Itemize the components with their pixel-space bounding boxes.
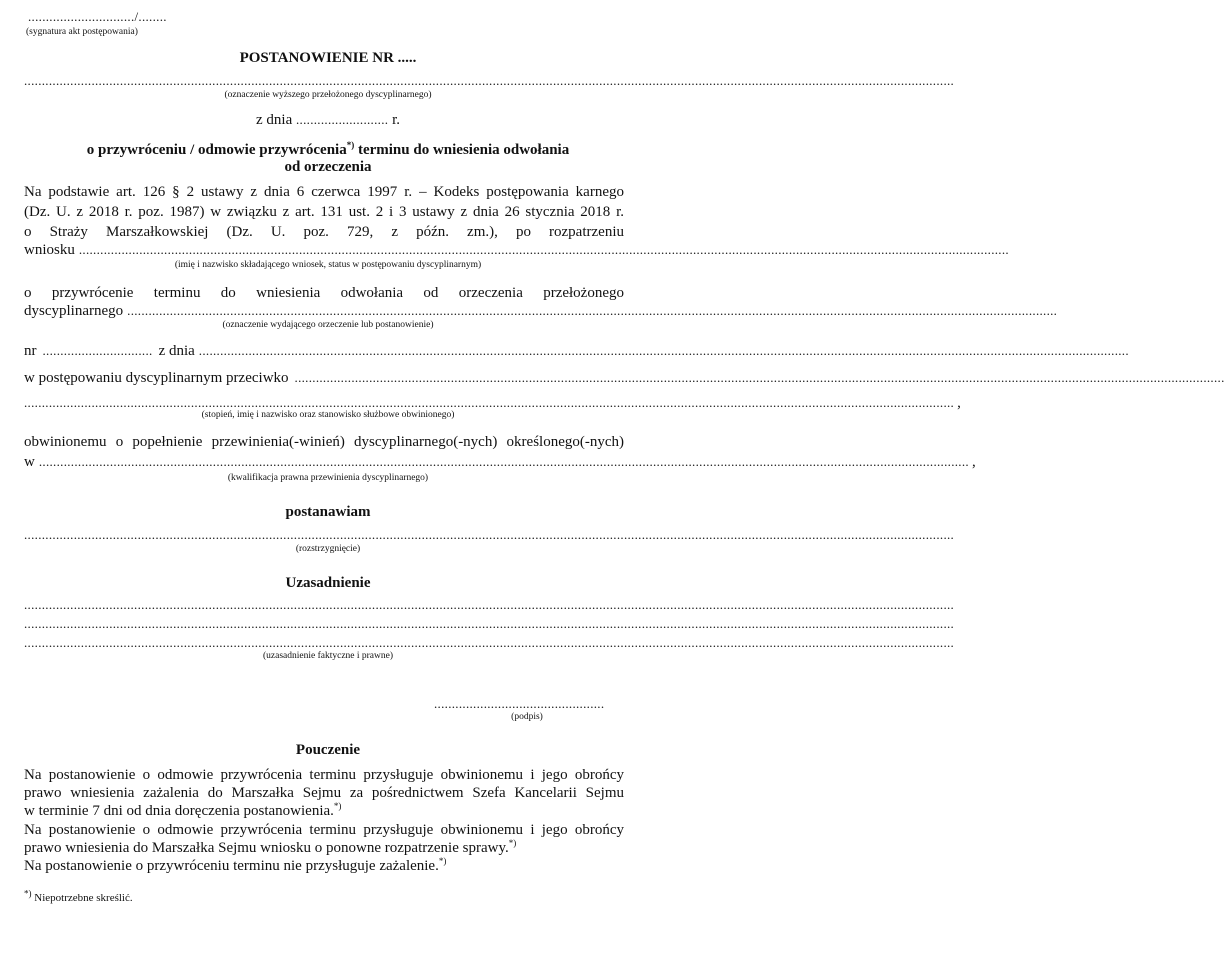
instruction-p1-mark: *) — [333, 801, 342, 811]
charge-line-1: obwinionemu o popełnienie przewinienia(-winień) dyscyplinarnego(-nych) określonego(-nych) — [24, 434, 624, 450]
instruction-p1-line-3 — [24, 803, 341, 820]
request-dots: ...................................................................................................................................................................................................................................................................... — [78, 242, 1009, 257]
date-prefix: z dnia — [256, 112, 293, 128]
charge-line-2 — [24, 454, 976, 471]
justification-dots-1: ...................................................................................................................................................................................................................................................................... — [24, 597, 955, 612]
instruction-p2-line-2 — [24, 840, 516, 857]
instruction-p1-text: w terminie 7 dni od dnia doręczenia postanowienia. — [24, 803, 334, 819]
instruction-p2-line-1: Na postanowienie o odmowie przywrócenia terminu przysługuje obwinionemu i jego obrońcy — [24, 822, 624, 838]
request-label: wniosku — [24, 242, 75, 258]
subject-line-1 — [0, 142, 656, 159]
date-suffix: r. — [392, 112, 400, 128]
justification-caption: (uzasadnienie faktyczne i prawne) — [262, 651, 394, 661]
proceedings-line — [24, 370, 1225, 387]
footnote-text: Niepotrzebne skreślić. — [31, 892, 133, 904]
instruction-p3-mark: *) — [438, 856, 447, 866]
subject-line-2: od orzeczenia — [284, 159, 372, 175]
nr-label: nr — [24, 343, 37, 359]
decision-heading: postanawiam — [285, 504, 371, 520]
instruction-p3-text: Na postanowienie o przywróceniu terminu nie przysługuje zażalenie. — [24, 858, 439, 874]
subject-part-b: terminu do wniesienia odwołania — [354, 142, 570, 158]
justification-heading: Uzasadnienie — [285, 575, 371, 591]
restoration-label: dyscyplinarnego — [24, 303, 124, 319]
restoration-line-2 — [24, 303, 1058, 320]
footnote — [24, 888, 133, 904]
basis-line-1: Na podstawie art. 126 § 2 ustawy z dnia 6 czerwca 1997 r. – Kodeks postępowania karnego — [24, 184, 624, 200]
charge-prefix: w — [24, 454, 35, 470]
justification-dots-2: ...................................................................................................................................................................................................................................................................... — [24, 616, 955, 631]
instruction-p1-line-2: prawo wniesienia zażalenia do Marszałka Sejmu za pośrednictwem Szefa Kancelarii Sejmu — [24, 785, 624, 801]
footnote-mark: *) — [24, 888, 32, 899]
accused-caption: (stopień, imię i nazwisko oraz stanowisko służbowe obwinionego) — [201, 410, 455, 420]
basis-line-2: (Dz. U. z 2018 r. poz. 1987) w związku z art. 131 ust. 2 i 3 ustawy z dnia 26 stycznia 2018 r. — [24, 204, 624, 220]
instruction-p2-text: prawo wniesienia do Marszałka Sejmu wniosku o ponowne rozpatrzenie sprawy. — [24, 840, 509, 856]
signature-caption: (podpis) — [511, 712, 543, 722]
accused-comma: , — [957, 395, 961, 411]
instruction-heading: Pouczenie — [295, 742, 361, 758]
decision-dots: ...................................................................................................................................................................................................................................................................... — [24, 527, 955, 542]
restoration-caption: (oznaczenie wydającego orzeczenie lub postanowienie) — [222, 320, 434, 330]
proceedings-dots: ...................................................................................................................................................................................................................................................................... — [294, 370, 1225, 385]
nr-dots: ............................... — [42, 343, 153, 358]
number-line — [24, 343, 1129, 360]
case-signature-dots: ............................../........ — [28, 9, 167, 24]
superior-dots: ...................................................................................................................................................................................................................................................................... — [24, 73, 955, 88]
superior-caption: (oznaczenie wyższego przełożonego dyscyplinarnego) — [224, 90, 432, 100]
proceedings-label: w postępowaniu dyscyplinarnym przeciwko — [24, 370, 289, 386]
charge-dots: ...................................................................................................................................................................................................................................................................... — [38, 454, 969, 469]
charge-comma: , — [971, 454, 976, 470]
decision-caption: (rozstrzygnięcie) — [295, 544, 361, 554]
decision-date — [0, 112, 656, 129]
nr-date-dots: ...................................................................................................................................................................................................................................................................... — [198, 343, 1129, 358]
basis-line-3: o Straży Marszałkowskiej (Dz. U. poz. 729, z późn. zm.), po rozpatrzeniu — [24, 224, 624, 240]
subject-footnote-mark: *) — [346, 140, 355, 150]
subject-part-a: o przywróceniu / odmowie przywrócenia — [86, 142, 347, 158]
restoration-dots: ...................................................................................................................................................................................................................................................................... — [127, 303, 1058, 318]
instruction-p1-line-1: Na postanowienie o odmowie przywrócenia terminu przysługuje obwinionemu i jego obrońcy — [24, 767, 624, 783]
request-caption: (imię i nazwisko składającego wniosek, status w postępowaniu dyscyplinarnym) — [174, 260, 482, 270]
instruction-p3-line-1 — [24, 858, 446, 875]
case-signature-caption: (sygnatura akt postępowania) — [26, 27, 138, 37]
justification-dots-3: ...................................................................................................................................................................................................................................................................... — [24, 635, 955, 650]
charge-caption: (kwalifikacja prawna przewinienia dyscyplinarnego) — [227, 473, 429, 483]
basis-line-4 — [24, 242, 1009, 259]
accused-dots: ...................................................................................................................................................................................................................................................................... — [24, 395, 955, 410]
restoration-line-1: o przywrócenie terminu do wniesienia odwołania od orzeczenia przełożonego — [24, 285, 624, 301]
date-dots: .......................... — [296, 112, 389, 127]
document-title: POSTANOWIENIE NR ..... — [239, 50, 417, 66]
instruction-p2-mark: *) — [508, 838, 517, 848]
nr-date-label: z dnia — [158, 343, 195, 359]
signature-dots: ................................................ — [434, 696, 605, 711]
